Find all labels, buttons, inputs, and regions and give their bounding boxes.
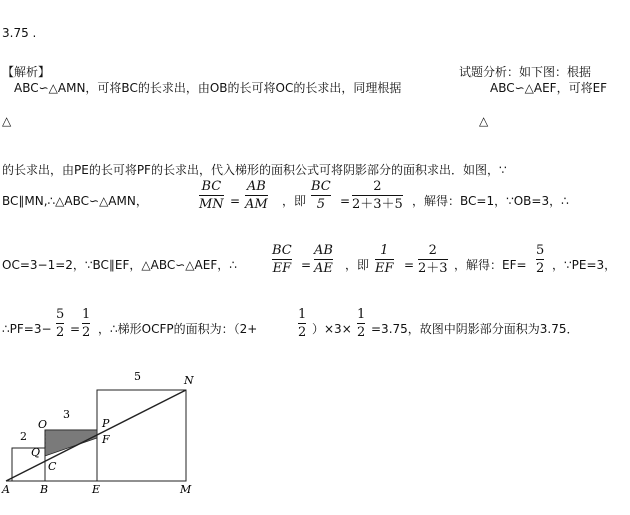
fraction: AB AE	[314, 243, 333, 276]
fraction: 2 2＋3	[418, 243, 448, 276]
label-two: 2	[20, 430, 27, 443]
equals-sign: =	[230, 194, 241, 208]
analysis-line-4-text: OC=3−1=2，∵BC∥EF，△ABC∽△AEF，∴	[2, 258, 237, 272]
fraction: 1 2	[298, 307, 307, 340]
analysis-line-3-end: ，解得：BC=1，∵OB=3，∴	[412, 194, 569, 208]
label-five: 5	[134, 370, 141, 383]
diagonal-line	[6, 390, 186, 481]
analysis-line-1-end: ABC∽△AEF，可将EF	[490, 81, 608, 95]
analysis-line-4-solve: ，解得：EF=	[454, 258, 527, 272]
label-N: N	[184, 374, 194, 387]
label-F: F	[102, 433, 110, 446]
label-three: 3	[63, 408, 70, 421]
analysis-line-1: ABC∽△AMN，可将BC的长求出，由OB的长可将OC的长求出，同理根据	[14, 81, 402, 95]
fraction: BC EF	[272, 243, 292, 276]
equals-sign: =	[70, 322, 81, 336]
label-C: C	[48, 460, 57, 473]
fraction: 1 EF	[375, 243, 394, 276]
equals-sign: =	[340, 194, 351, 208]
analysis-line-3-mid: ，即	[282, 194, 307, 208]
equals-sign: =	[404, 258, 415, 272]
analysis-heading: 【解析】	[2, 65, 51, 79]
shaded-trapezoid	[45, 430, 97, 456]
analysis-line-5-times: ）×3×	[312, 322, 352, 336]
analysis-line-3-text: BC∥MN,∴△ABC∽△AMN，	[2, 194, 148, 208]
analysis-line-5-mid: ，∴梯形OCFP的面积为：（2+	[98, 322, 258, 336]
analysis-line-5-text: ∴PF=3−	[2, 322, 52, 336]
label-P: P	[102, 417, 110, 430]
analysis-label: 试题分析：如下图：根据	[459, 65, 592, 79]
answer-text: 3.75 .	[2, 26, 37, 40]
analysis-line-4-end: ，∵PE=3，	[552, 258, 617, 272]
fraction: AB AM	[245, 179, 268, 212]
label-A: A	[2, 483, 10, 496]
triangle-symbol: △	[479, 114, 489, 128]
label-M: M	[180, 483, 192, 496]
fraction: BC 5	[311, 179, 331, 212]
fraction: 1 2	[357, 307, 366, 340]
analysis-line-2: 的长求出，由PE的长可将PF的长求出，代入梯形的面积公式可将阴影部分的面积求出．如图，∵	[2, 163, 507, 177]
label-Q: Q	[31, 446, 41, 459]
fraction: 5 2	[536, 243, 545, 276]
equals-sign: =	[301, 258, 312, 272]
analysis-line-5-end: =3.75，故图中阴影部分面积为3.75．	[371, 322, 579, 336]
fraction: BC MN	[199, 179, 224, 212]
fraction: 5 2	[56, 307, 65, 340]
fraction: 2 2＋3＋5	[352, 179, 403, 212]
analysis-line-4-mid: ，即	[345, 258, 370, 272]
label-E: E	[92, 483, 101, 496]
label-O: O	[38, 418, 48, 431]
square-large	[97, 390, 186, 481]
triangle-symbol: △	[2, 114, 12, 128]
label-B: B	[40, 483, 49, 496]
fraction: 1 2	[82, 307, 91, 340]
